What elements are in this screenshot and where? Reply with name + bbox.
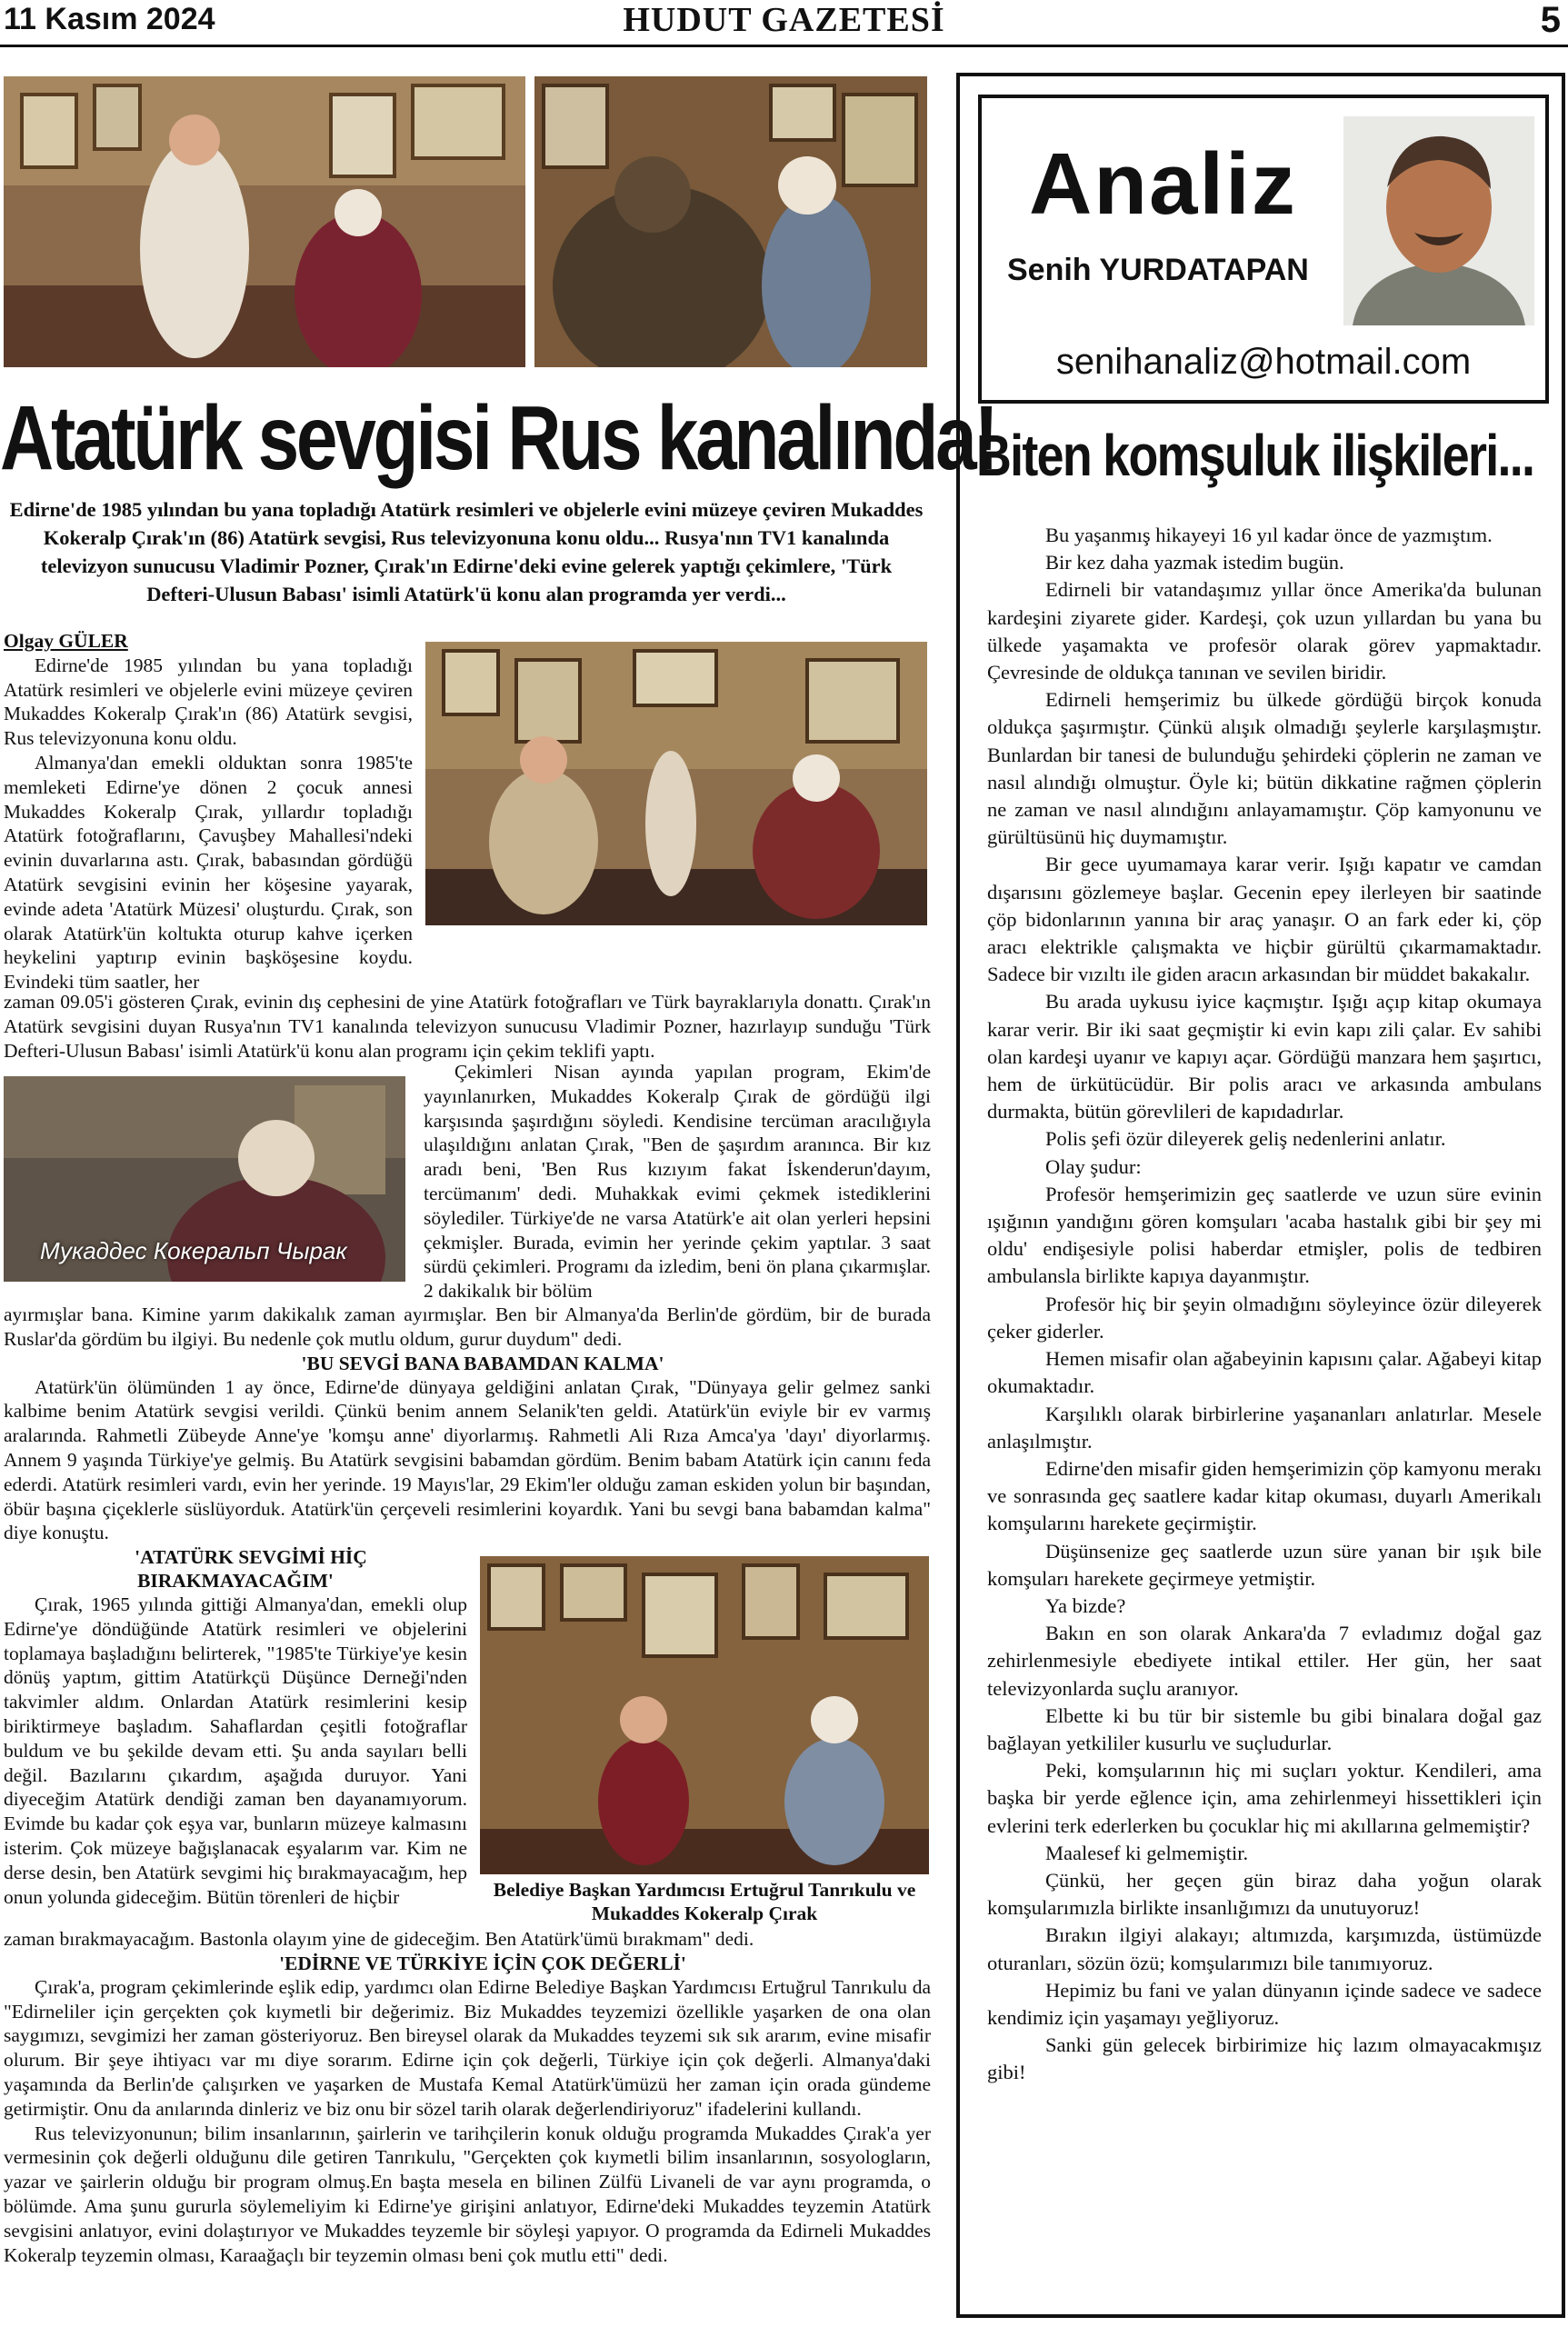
article-headline: Atatürk sevgisi Rus kanalında! — [0, 387, 996, 489]
article-column-3 — [4, 1545, 467, 1909]
article-paragraph: Rus televizyonunun; bilim insanlarının, şairlerin ve tarihçilerin konuk olduğu programda Mukaddes Çırak'a yer vermesinin çok değerli olduğunu dile getiren Tanrıkulu, "Gerçekten çok kıymetli bilim insanlarının, sosyologların, yazar ve şairlerin olduğu bir program olmuş.En başta mesela en bilinen Zülfü Livaneli de var aynı programda, o bölümde. Ama şunu gururla söylemeliyim ki Edirne'ye girişini anlatıyor, Edirne'deki Mukaddes teyzemin Atatürk sevgisini anlatıyor, evini dolaştırıyor ve Mukaddes teyzemle bir söyleşi yapıyor. O programda da Edirneli Mukaddes Kokeralp teyzemin olması, Karaağaçlı bir teyzemin olması beni çok mutlu etti" dedi. — [4, 2122, 931, 2266]
author-email: senihanaliz@hotmail.com — [1055, 342, 1472, 382]
tv-name-caption: Мукаддес Кокеральп Чырак — [40, 1237, 347, 1264]
article-paragraph: zaman bırakmayacağım. Bastonla olayım yine de gideceğim. Ben Atatürk'ümü bırakmam" dedi. — [4, 1928, 754, 1950]
article-paragraph: ayırmışlar bana. Kimine yarım dakikalık zaman ayırmışlar. Ben bir Almanya'da Berlin'de gördüm, bir de burada Ruslar'da gördüm bu ilgiyi. Bu nedenle çok mutlu oldum, gurur duydum" dedi. — [4, 1303, 931, 1350]
subheading-3: 'EDİRNE VE TÜRKİYE İÇİN ÇOK DEĞERLİ' — [279, 1952, 686, 1974]
column-header-box — [978, 95, 1549, 404]
column-paragraph: Maalesef ki gelmemiştir. — [1045, 1841, 1249, 1864]
column-paragraph: Bakın en son olarak Ankara'da 7 evladımız doğal gaz zehirlenmesiyle ebediyete intikal ettiler. Her gün, her saat televizyonlarda suçlu aranıyor. — [987, 1622, 1542, 1700]
column-paragraph: Sanki gün gelecek birbirimize hiç lazım olmayacakmışız gibi! — [987, 2033, 1542, 2084]
article-column-2 — [424, 1060, 931, 1303]
article-paragraph: zaman 09.05'i gösteren Çırak, evinin dış cephesini de yine Atatürk fotoğrafları ve Türk bayraklarıyla donattı. Çırak'ın Atatürk sevgisini duyan Rusya'nın TV1 kanalında televizyon sunucusu Vladimir Pozner, hazırlayıp sunduğu 'Türk Defteri-Ulusun Babası' isimli Atatürk'ü konu alan programı için çekim teklifi yaptı. — [4, 991, 931, 1062]
page-number: 5 — [1540, 0, 1561, 40]
column-paragraph: Hepimiz bu fani ve yalan dünyanın içinde sadece ve sadece kendimiz için yaşamayı yeğliyoruz. — [987, 1978, 1542, 2029]
author-portrait — [1343, 116, 1534, 325]
column-paragraph: Çünkü, her geçen gün biraz daha yoğun olarak komşularımızla birlikte insanlığımızı da unutuyoruz! — [987, 1868, 1542, 1920]
article-continuation-1 — [4, 990, 931, 1063]
column-section-title: Analiz — [1029, 135, 1297, 233]
article-paragraph: Çekimleri Nisan ayında yapılan program, Ekim'de yayınlanırken, Mukaddes Kokeralp Çırak de gördüğü ilgi karşısında şaşırdığını söyledi. Kendisine tercüman aracılığıyla ulaşıldığını anlatan Çırak, "Ben de şaşırdım aranınca. Bir kız aradı beni, 'Ben Rus kızıyım fakat İskenderun'dayım, tercümanım' dedi. Muhakkak evimi çekmek istediklerini söylediler. Türkiye'de ne varsa Atatürk'e ait olan yerleri hepsini çekmişler. Burada, evimin her yerinde çekim yaptılar. 3 saat sürdü çekimleri. Programı da izledim, beni ön plana çıkarmışlar. 2 dakikalık bir bölüm — [424, 1061, 931, 1303]
column-paragraph: Düşünsenize geç saatlerde uzun süre yanan bir ışık bile komşuları harekete geçirmeye yetmiştir. — [987, 1539, 1542, 1590]
column-paragraph: Elbette ki bu tür bir sistemle bu gibi binalara doğal gaz bağlayan yetkililer kusurlu ve suçludurlar. — [987, 1703, 1542, 1754]
museum-photo-2 — [534, 76, 927, 367]
subheading-2: 'ATATÜRK SEVGİMİ HİÇ BIRAKMAYACAĞIM' — [135, 1546, 367, 1592]
column-paragraph: Ya bizde? — [1045, 1593, 1126, 1617]
article-paragraph: Almanya'dan emekli olduktan sonra 1985'te memleketi Edirne'ye dönen 2 çocuk annesi Mukaddes Kokeralp Çırak, yıllardır topladığı Atatürk fotoğraflarını, Çavuşbey Mahallesi'ndeki evinin duvarlarına astı. Çırak, babasından gördüğü Atatürk sevgisini evinin her köşesine yayarak, evinde adeta 'Atatürk Müzesi' oluşturdu. Çırak, son olarak Atatürk'ün koltukta oturup kahve içerken heykelini yaptırıp evinin başköşesine koydu. Evindeki tüm saatler, her — [4, 751, 413, 994]
column-paragraph: Profesör hemşerimizin geç saatlerde ve uzun süre evinin ışığının yandığını gören komşuları 'acaba hastalık gibi bir şey mi oldu' endişesiyle polisi haberdar etmişler, polis de tedbiren ambulansla birlikte kapıya dayanmıştır. — [987, 1182, 1542, 1288]
column-paragraph: Bu yaşanmış hikayeyi 16 yıl kadar önce de yazmıştım. — [1045, 524, 1493, 546]
column-paragraph: Edirneli hemşerimiz bu ülkede gördüğü birçok konuda oldukça şaşırmıştır. Çünkü alışık olmadığı şeylerle karşılaşmıştır. Bunlardan bir tanesi de bulunduğu şehirdeki çöplerin ne zaman ve nasıl alındığı olmuştur. Öyle ki; bütün dikkatine rağmen çöplerin ne zaman ve nasıl alındığını anlayamamıştır. Çöp kamyonunu ve gürültüsünü hiç duymamıştır. — [987, 688, 1542, 849]
column-paragraph: Bir kez daha yazmak istedim bugün. — [1045, 551, 1344, 574]
column-paragraph: Bırakın ilgiyi alakayı; altımızda, karşımızda, üstümüzde oturanları, sözün özü; komşularımızı bile tanımıyoruz. — [987, 1923, 1542, 1974]
museum-photo-1 — [4, 76, 525, 367]
issue-date: 11 Kasım 2024 — [4, 2, 215, 36]
column-paragraph: Profesör hiç bir şeyin olmadığını söyleyince özür dileyerek çeker giderler. — [987, 1292, 1542, 1343]
column-paragraph: Edirne'den misafir giden hemşerimizin çöp kamyonu merakı ve sonrasında geç saatlere kadar kitap okuması, duyarlı Amerikalı komşularını harekete geçirmiştir. — [987, 1456, 1542, 1535]
article-lead: Edirne'de 1985 yılından bu yana topladığı Atatürk resimleri ve objelerle evini müzeye çeviren Mukaddes Kokeralp Çırak'ın (86) Atatürk sevgisi, Rus televizyonuna konu oldu... Rusya'nın TV1 kanalında televizyon sunucusu Vladimir Pozner, Çırak'ın Edirne'deki evine gelerek yaptığı çekimlere, 'Türk Defteri-Ulusun Babası' isimli Atatürk'ü konu alan programda yer verdi... — [9, 498, 924, 605]
column-paragraph: Karşılıklı olarak birbirlerine yaşananları anlatırlar. Mesele anlaşılmıştır. — [987, 1402, 1542, 1453]
article-paragraph: Çırak'a, program çekimlerinde eşlik edip, yardımcı olan Edirne Belediye Başkan Yardımcısı Ertuğrul Tanrıkulu da "Edirneliler için gerçekten çok kıymetli bir değerimiz. Biz Mukaddes teyzemizi özellikle yaşarken de ona olan saygımızı, sevgimizi her zaman gösteriyoruz. Ben bireysel olarak da Mukaddes teyzemi sık sık ararım, evine misafir olurum. Bir şeye ihtiyacı var mı diye sorarım. Edirne için çok değerli, Türkiye için çok değerli. Almanya'daki yaşamında da Berlin'de çalışırken ve yaşarken de Mustafa Kemal Atatürk'ümüzü her zaman için orada gündeme getirmiştir. Onu da anılarında dinleriz ve biz onu bir sözel tarih olarak değerlendiriyoruz" ifadelerini kullandı. — [4, 1975, 931, 2120]
article-paragraph: Çırak, 1965 yılında gittiği Almanya'dan, emekli olup Edirne'ye döndüğünde Atatürk resimleri ve objelerini toplamaya başladığını belirterek, "1985'te Türkiye'ye kesin dönüş yaptım, gittim Atatürkçü Düşünce Derneği'nden takvimler aldım. Onlardan Atatürk resimlerini kesip biriktirmeye başladım. Sahaflardan çeşitli fotoğraflar buldum ve bu şekilde devam etti. Şu anda sayıları belli değil. Bazılarını çıkardım, aşağıda duruyor. Yani diyeceğim Atatürk dendiği zaman ben dayanamıyorum. Evimde bu kadar çok eşya var, bunların müzeye kalmasını isterim. Çok müzeye bağışlanacak eşyalarım var. Kim ne derse desin, ben Atatürk sevgimi hiç bırakmayacağım, hep onun yolunda gideceğim. Bütün törenleri de hiçbir — [4, 1593, 467, 1908]
column-paragraph: Bir gece uyumamaya karar verir. Işığı kapatır ve camdan dışarısını gözlemeye başlar. Gecenin epey ilerleyen bir saatinde çöp bidonlarının yanına bir araç yanaşır. O an fark eder ki, çöp aracı elektrikle çalışmakta ve hiçbir gürültü çıkarmamaktadır. Sadece bir vızıltı ile giden aracın arkasından bir müddet bakakalır. — [987, 853, 1542, 986]
tv-still-photo — [4, 1076, 405, 1282]
column-paragraph: Hemen misafir olan ağabeyinin kapısını çalar. Ağabeyi kitap okumaktadır. — [987, 1347, 1542, 1398]
column-paragraph: Bu arada uykusu iyice kaçmıştır. Işığı açıp kitap okumaya karar verir. Bir iki saat geçmiştir ki evin kapı zili çalar. Ev sahibi olan kardeşi uyanır ve kapıyı açar. Gördüğü manzara hem şaşırtıcı, hem de ürkütücüdür. Bir polis aracı ve arkasında ambulans durmakta, bütün görevlileri de kapıdadırlar. — [987, 990, 1542, 1124]
article-continuation-2 — [4, 1303, 931, 1545]
article-byline: Olgay GÜLER — [4, 630, 128, 652]
article-continuation-3 — [4, 1927, 931, 2267]
article-column-1 — [4, 629, 413, 994]
opinion-column — [956, 73, 1565, 2318]
masthead — [0, 0, 1568, 47]
column-body — [987, 522, 1542, 2087]
column-paragraph: Edirneli bir vatandaşımız yıllar önce Amerika'da bulunan kardeşini ziyarete gider. Kardeşi, çok uzun yıllardan bu yana bu ülkede yaşamakta ve profesör olarak görev yapmaktadır. Çevresinde de oldukça tanınan ve sevilen biridir. — [987, 578, 1542, 684]
officials-photo — [480, 1556, 929, 1874]
column-paragraph: Peki, komşularının hiç mi suçları yoktur. Kendileri, ama başka bir yerde eğlence için, ama zehirlenmeyi hissettikleri için evlerini terk ederlerken bu çocuklar hiç mi akıllarına gelmemiştir? — [987, 1759, 1542, 1837]
officials-photo-caption: Belediye Başkan Yardımcısı Ertuğrul Tanrıkulu ve Mukaddes Kokeralp Çırak — [493, 1879, 916, 1924]
column-paragraph: Polis şefi özür dileyerek geliş nedenlerini anlatır. — [1045, 1127, 1446, 1151]
column-headline: Biten komşuluk ilişkileri... — [976, 423, 1534, 488]
column-paragraph: Olay şudur: — [1045, 1154, 1142, 1178]
column-author: Senih YURDATAPAN — [1007, 253, 1309, 287]
article-paragraph: Edirne'de 1985 yılından bu yana topladığı Atatürk resimleri ve objelerle evini müzeye çeviren Mukaddes Kokeralp Çırak'ın (86) Atatürk sevgisi, Rus televizyonuna konu oldu. — [4, 654, 413, 750]
newspaper-name: HUDUT GAZETESİ — [623, 1, 945, 39]
living-room-photo — [425, 642, 927, 925]
article-paragraph: Atatürk'ün ölümünden 1 ay önce, Edirne'de dünyaya geldiğini anlatan Çırak, "Dünyaya gelir gelmez sanki kalbime benim Atatürk sevgisi verildi. Çünkü benim annem Selanik'ten geldi. Atatürk'ün eviyle bir ev varmış aralarında. Rahmetli Zübeyde Anne'ye 'komşu anne' diyorlarmış. Rahmetli Ali Rıza Amca'ya 'dayı' diyorlarmış. Annem 9 yaşında Türkiye'ye gelmiş. Bu Atatürk sevgisini babamdan gördüm. Benim babam Atatürk için canını feda ederdi. Atatürk resimleri vardı, evin her yerinde. 19 Mayıs'lar, 29 Ekim'ler olduğu zaman eskiden yolun bir başından, öbür başına çiçeklerle süslüyorduk. Atatürk'ün çerçeveli resimlerini koyardık. Yani bu sevgi bana babamdan kalma" diye konuştu. — [4, 1375, 931, 1544]
subheading-1: 'BU SEVGİ BANA BABAMDAN KALMA' — [301, 1352, 664, 1374]
